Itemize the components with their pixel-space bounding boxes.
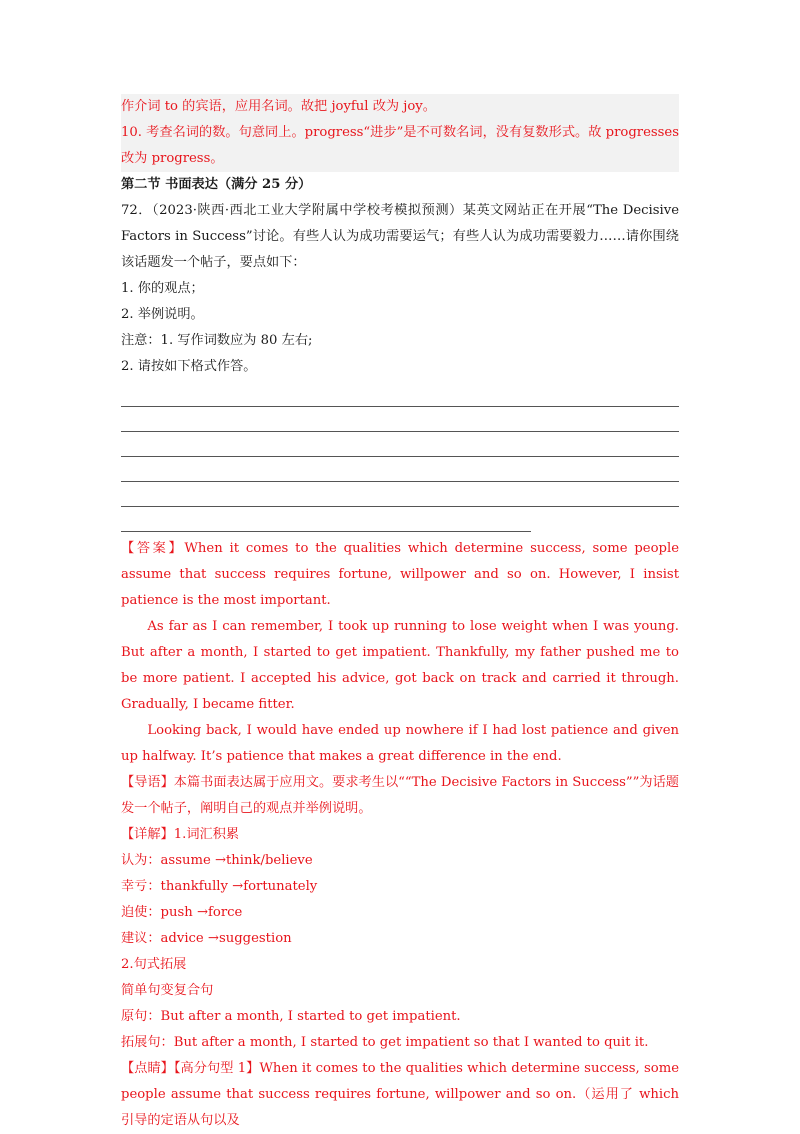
question-note-1: 注意：1. 写作词数应为 80 左右; xyxy=(121,333,313,348)
prev-answer-10: 10. 考查名词的数。句意同上。progress“进步”是不可数名词，没有复数形式。故 progresses 改为 progress。 xyxy=(121,120,679,172)
answer-line xyxy=(121,482,679,507)
question-prompt: 72．（2023·陕西·西北工业大学附属中学校考模拟预测）某英文网站正在开展“The Decisive Factors in Success”讨论。有些人认为成功需要运气；有些人认为成功需要毅力……请你围绕该话题发一个帖子，要点如下： xyxy=(121,203,679,270)
guide-text: 【导语】本篇书面表达属于应用文。要求考生以““The Decisive Factors in Success””为话题发一个帖子，阐明自己的观点并举例说明。 xyxy=(121,775,679,816)
highlight-text: 【点睛】【高分句型 1】When it comes to the qualities which determine success, some people assume that success requires fortune, willpower and so on.（运用了 which 引导的定语从句以及 xyxy=(121,1061,679,1128)
answer-paragraph-3: Looking back, I would have ended up nowhere if I had lost patience and given up halfway. It’s patience that makes a great difference in the end. xyxy=(121,723,679,764)
original-sentence: 原句：But after a month, I started to get impatient. xyxy=(121,1009,461,1024)
vocab-item: 认为：assume →think/believe xyxy=(121,853,313,868)
answer-line xyxy=(121,432,679,457)
vocab-item: 幸亏：thankfully →fortunately xyxy=(121,879,318,894)
sentence-subheading: 简单句变复合句 xyxy=(121,983,214,998)
page-content xyxy=(121,94,679,1134)
expanded-sentence: 拓展句：But after a month, I started to get impatient so that I wanted to quit it. xyxy=(121,1035,649,1050)
answer-line xyxy=(121,457,679,482)
answer-lines xyxy=(121,382,679,532)
prev-answer-9-end: 作介词 to 的宾语，应用名词。故把 joyful 改为 joy。 xyxy=(121,94,679,120)
answer-line xyxy=(121,382,679,407)
details-heading: 【详解】1.词汇积累 xyxy=(121,827,240,842)
question-note-2: 2. 请按如下格式作答。 xyxy=(121,359,257,374)
question-point-2: 2. 举例说明。 xyxy=(121,307,204,322)
question-point-1: 1. 你的观点； xyxy=(121,281,204,296)
sentence-heading: 2.句式拓展 xyxy=(121,957,187,972)
vocab-item: 建议：advice →suggestion xyxy=(121,931,292,946)
section-title: 第二节 书面表达（满分 25 分） xyxy=(121,177,312,192)
answer-paragraph-1: 【答案】When it comes to the qualities which determine success, some people assume that success requires fortune, willpower and so on. However, I insist patience is the most important. xyxy=(121,541,679,608)
answer-line xyxy=(121,507,531,532)
vocab-item: 迫使：push →force xyxy=(121,905,243,920)
answer-paragraph-2: As far as I can remember, I took up running to lose weight when I was young. But after a month, I started to get impatient. Thankfully, my father pushed me to be more patient. I accepted his advice, got back on track and carried it through. Gradually, I became fitter. xyxy=(121,619,679,712)
answer-line xyxy=(121,407,679,432)
